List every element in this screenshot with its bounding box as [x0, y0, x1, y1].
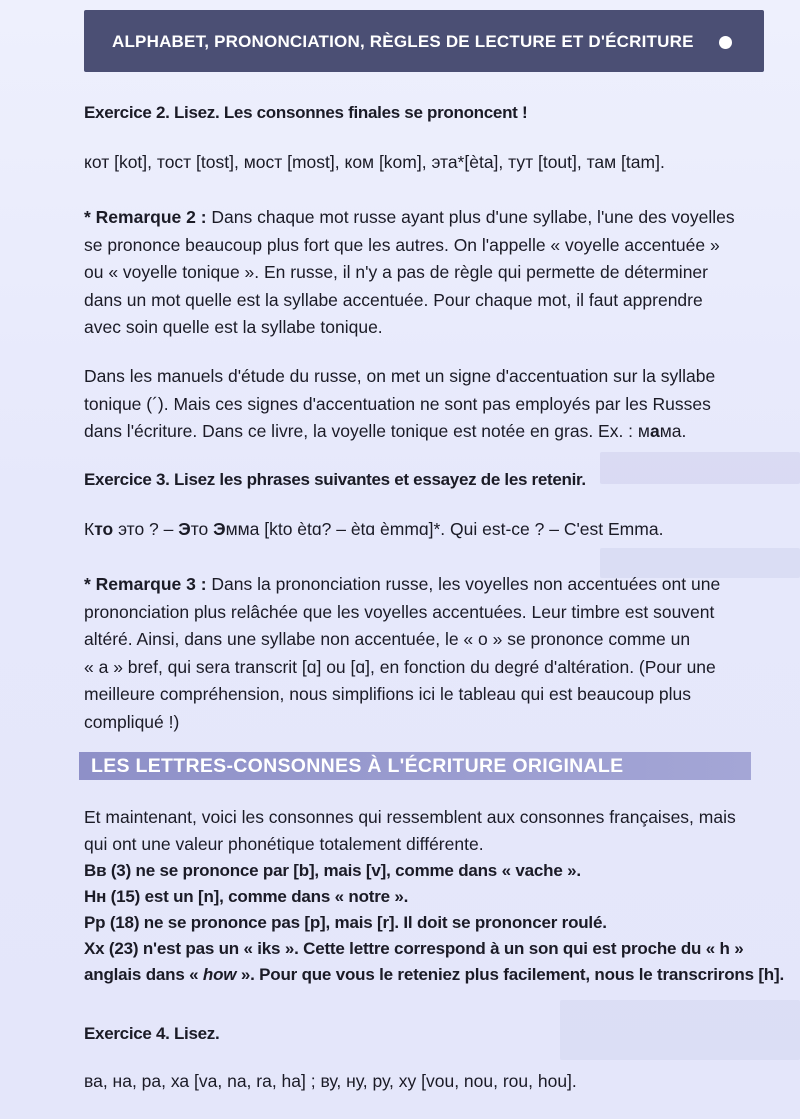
- consonant-rule-h-cont-start: anglais dans «: [84, 965, 203, 984]
- remark-3: [84, 571, 774, 736]
- consonant-rule-v: Вв (3) ne se prononce par [b], mais [v], comme dans « vache ».: [84, 861, 581, 880]
- exercise-2-title: Exercice 2. Lisez. Les consonnes finales se prononcent !: [84, 103, 528, 122]
- remark-3-text: Dans la prononciation russe, les voyelles non accentuées ont une: [206, 574, 721, 594]
- section-title: LES LETTRES-CONSONNES À L'ÉCRITURE ORIGINALE: [91, 755, 624, 777]
- exercise-4: [84, 1024, 774, 1044]
- remark-2: [84, 204, 774, 342]
- accent-line-3-end: ма.: [659, 421, 687, 441]
- exercise-2-content: [84, 149, 774, 177]
- remark-3-line-5: meilleure compréhension, nous simplifions ici le tableau qui est beaucoup plus: [84, 684, 692, 704]
- consonant-rule-h: Хх (23) n'est pas un « iks ». Cette lettre correspond à un son qui est proche du « h »: [84, 939, 744, 958]
- consonant-rule-r: Рр (18) ne se prononce pas [p], mais [r]. Il doit se prononcer roulé.: [84, 913, 607, 932]
- exercise-3-title: Exercice 3. Lisez les phrases suivantes et essayez de les retenir.: [84, 470, 586, 489]
- exercise-3-line: [84, 516, 774, 544]
- exercise-3-text-part: то: [190, 519, 214, 539]
- accent-line-3: [84, 418, 774, 446]
- consonants-intro-line-2: qui ont une valeur phonétique totalement différente.: [84, 833, 484, 854]
- chapter-header-bar: [84, 10, 764, 72]
- stressed-syllable: то: [94, 519, 114, 539]
- remark-3-label: * Remarque 3 :: [84, 574, 207, 594]
- consonant-rule-h-cont: [84, 962, 784, 988]
- consonants-intro: [84, 804, 774, 857]
- exercise-3-text-part: К: [84, 519, 95, 539]
- consonants-intro-line-1: Et maintenant, voici les consonnes qui ressemblent aux consonnes françaises, mais: [84, 807, 736, 827]
- remark-3-line-3: altéré. Ainsi, dans une syllabe non accentuée, le « o » se prononce comme un: [84, 629, 691, 649]
- exercise-4-content: [84, 1068, 774, 1096]
- remark-3-line-4: « a » bref, qui sera transcrit [ɑ] ou [ɑ], en fonction du degré d'altération. (Pour une: [84, 656, 716, 677]
- remark-2-text: Dans chaque mot russe ayant plus d'une syllabe, l'une des voyelles: [206, 207, 735, 227]
- accent-paragraph: [84, 363, 774, 446]
- accent-line-1: Dans les manuels d'étude du russe, on met un signe d'accentuation sur la syllabe: [84, 366, 716, 386]
- exercise-3: [84, 470, 774, 490]
- accent-line-3-start: dans l'écriture. Dans ce livre, la voyelle tonique est notée en gras. Ex. : м: [84, 421, 650, 441]
- remark-2-label: * Remarque 2 :: [84, 207, 207, 227]
- remark-2-line-2: se prononce beaucoup plus fort que les autres. On l'appelle « voyelle accentuée »: [84, 234, 720, 255]
- accent-example-stressed: а: [649, 421, 660, 441]
- consonants-rules: [84, 858, 784, 988]
- bullet-dot-icon: [719, 36, 732, 49]
- remark-2-line-5: avec soin quelle est la syllabe tonique.: [84, 317, 383, 337]
- remark-2-line-3: ou « voyelle tonique ». En russe, il n'y a pas de règle qui permette de déterminer: [84, 262, 708, 282]
- exercise-3-text-part: это ? –: [113, 519, 179, 539]
- section-header-bar: [79, 752, 751, 780]
- exercise-4-line: ва, на, ра, ха [va, na, ra, ha] ; ву, ну, ру, ху [vou, nou, rou, hou].: [84, 1071, 577, 1091]
- remark-2-line-4: dans un mot quelle est la syllabe accentuée. Pour chaque mot, il faut apprendre: [84, 289, 703, 310]
- consonant-rule-n: Нн (15) est un [n], comme dans « notre ».: [84, 887, 409, 906]
- stressed-syllable: Э: [178, 519, 191, 539]
- chapter-header-title: ALPHABET, PRONONCIATION, RÈGLES DE LECTURE ET D'ÉCRITURE: [112, 32, 694, 51]
- accent-line-2: tonique (´). Mais ces signes d'accentuation ne sont pas employés par les Russes: [84, 393, 711, 414]
- remark-2-line-1: [84, 204, 774, 232]
- exercise-2: [84, 103, 774, 123]
- consonant-rule-h-cont-end: ». Pour que vous le reteniez plus facilement, nous le transcrirons [h].: [236, 965, 784, 984]
- exercise-4-title: Exercice 4. Lisez.: [84, 1024, 220, 1043]
- stressed-syllable: Э: [213, 519, 226, 539]
- remark-3-line-1: [84, 571, 774, 599]
- remark-3-line-6: compliqué !): [84, 711, 180, 732]
- remark-3-line-2: prononciation plus relâchée que les voyelles accentuées. Leur timbre est souvent: [84, 601, 715, 622]
- exercise-2-line: кот [kot], тост [tost], мост [most], ком [kom], эта*[èta], тут [tout], там [tam].: [84, 152, 665, 172]
- exercise-3-text-part: мма [kto ètɑ? – ètɑ èmmɑ]*. Qui est-ce ? – C'est Emma.: [225, 519, 664, 539]
- consonant-rule-h-example: how: [202, 965, 237, 984]
- exercise-3-content: [84, 516, 774, 544]
